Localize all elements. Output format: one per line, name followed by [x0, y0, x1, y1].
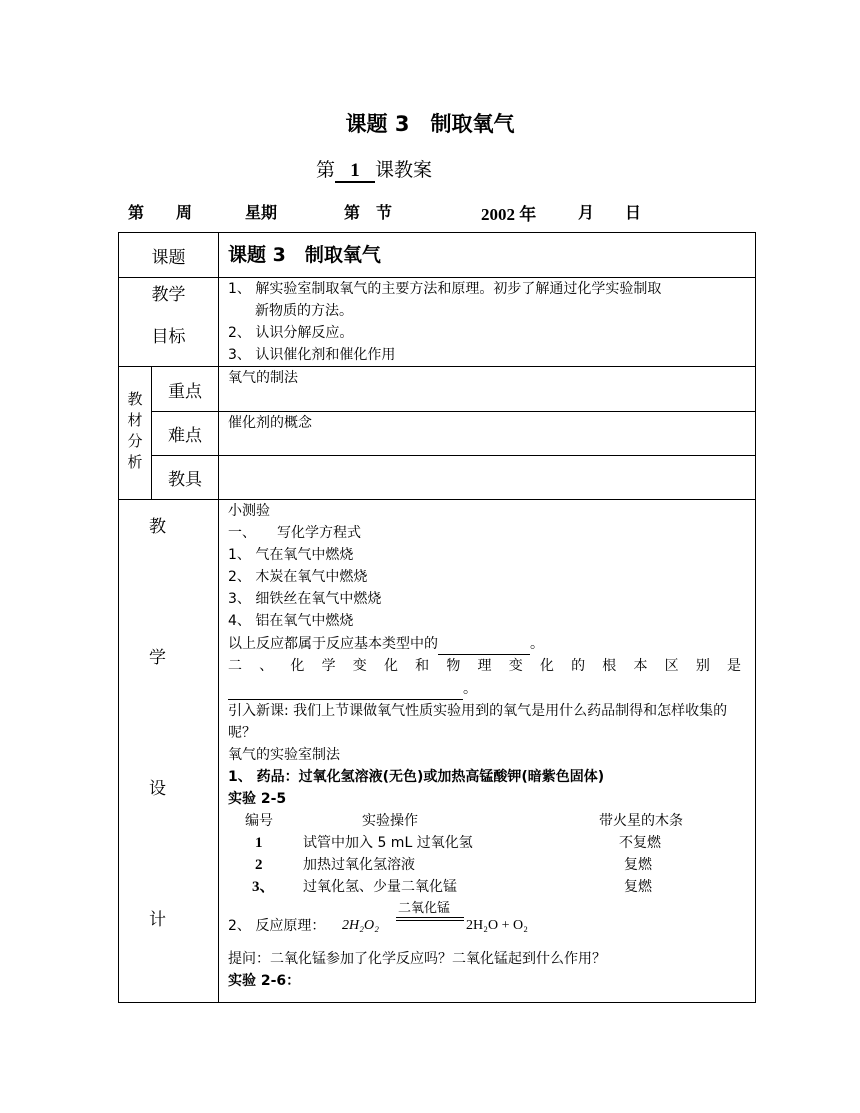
question-1-tail — [228, 632, 755, 655]
question-1-tail-text: 以上反应都属于反应基本类型中的 — [228, 636, 438, 652]
question-2-blank-line — [228, 677, 755, 700]
q2-char: 变 — [508, 658, 523, 674]
lesson-plan-table — [118, 232, 756, 1003]
goal-item: 新物质的方法。 — [255, 303, 353, 319]
analysis-char: 教 — [127, 390, 143, 408]
lesson-prefix: 第 — [316, 159, 336, 181]
question-1-item: 4、 铝在氧气中燃烧 — [228, 613, 354, 629]
exp-result: 复燃 — [624, 857, 652, 873]
goals-label — [119, 278, 219, 367]
q2-char: 变 — [352, 658, 367, 674]
exp-number: 3、 — [252, 879, 275, 895]
lesson-number: 1 — [335, 161, 375, 183]
analysis-label — [119, 367, 152, 500]
answer-blank — [438, 632, 530, 655]
exp-operation: 试管中加入 5 mL 过氧化氢 — [303, 835, 473, 851]
q2-char: 和 — [415, 658, 430, 674]
lesson-number-line — [316, 155, 432, 183]
difficulty-label: 难点 — [152, 412, 219, 456]
exp-result: 复燃 — [624, 879, 652, 895]
goal-item: 1、 解实验室制取氧气的主要方法和原理。初步了解通过化学实验制取 — [228, 281, 662, 297]
section-field: 第 节 — [344, 203, 393, 222]
document-title: 课题 3 制取氧气 — [345, 112, 515, 136]
experiment-row — [228, 876, 755, 898]
exp-number: 2 — [255, 857, 263, 873]
equation-reactant: 2H₂O₂ — [342, 918, 379, 933]
exp-col-number: 编号 — [245, 813, 273, 829]
q2-char: 学 — [321, 658, 336, 674]
q2-char: 化 — [539, 658, 554, 674]
exp-number: 1 — [255, 835, 263, 851]
drugs-line: 1、 药品：过氧化氢溶液(无色)或加热高锰酸钾(暗紫色固体) — [228, 769, 605, 785]
exp-col-operation: 实验操作 — [362, 813, 418, 829]
q2-char: 、 — [259, 658, 274, 674]
difficulty-value: 催化剂的概念 — [219, 412, 756, 456]
q2-char: 本 — [633, 658, 648, 674]
design-char: 计 — [149, 910, 166, 930]
question-1-end: 。 — [530, 636, 544, 652]
key-point-label: 重点 — [152, 367, 219, 412]
analysis-char: 析 — [127, 453, 143, 471]
goal-item: 3、 认识催化剂和催化作用 — [228, 347, 396, 363]
q2-char: 别 — [695, 658, 710, 674]
experiment-2-5-heading: 实验 2-5 — [228, 791, 287, 807]
design-char: 教 — [149, 517, 166, 537]
intro-text: 引入新课: 我们上节课做氧气性质实验用到的氧气是用什么药品制得和怎样收集的呢？ — [228, 703, 728, 741]
reaction-equation — [228, 898, 755, 942]
design-content — [219, 500, 756, 1003]
design-char: 学 — [149, 648, 166, 668]
year-field: 2002 年 — [481, 205, 537, 224]
tools-label: 教具 — [152, 456, 219, 500]
q2-char: 二 — [228, 658, 242, 674]
analysis-char: 分 — [127, 432, 143, 450]
question-1-item: 2、 木炭在氧气中燃烧 — [228, 569, 368, 585]
experiment-2-6-heading: 实验 2-6： — [228, 973, 301, 989]
day-field: 日 — [625, 203, 642, 222]
topic-value: 课题 3 制取氧气 — [219, 233, 756, 278]
experiment-row — [228, 832, 755, 854]
quiz-heading: 小测验 — [228, 503, 270, 519]
design-label — [119, 500, 219, 1003]
exp-result: 不复燃 — [619, 835, 661, 851]
q2-char: 理 — [477, 658, 492, 674]
q2-char: 的 — [571, 658, 586, 674]
tools-value — [219, 456, 756, 500]
method-heading: 氧气的实验室制法 — [228, 747, 340, 763]
design-char: 设 — [149, 779, 166, 799]
experiment-row — [228, 854, 755, 876]
question-1-title: 一、 写化学方程式 — [228, 525, 361, 541]
question-1-item: 1、 气在氧气中燃烧 — [228, 547, 354, 563]
q2-char: 区 — [664, 658, 679, 674]
goals-label-line1: 教学 — [151, 285, 186, 305]
equation-products: 2H₂O + O₂ — [466, 918, 528, 933]
exp-col-result: 带火星的木条 — [599, 813, 683, 829]
question-2-line — [228, 655, 741, 677]
q2-char: 化 — [290, 658, 305, 674]
equation-equals-sign — [396, 917, 464, 921]
key-point-value: 氧气的制法 — [219, 367, 756, 412]
question-1-item: 3、 细铁丝在氧气中燃烧 — [228, 591, 382, 607]
goals-content — [219, 278, 756, 367]
principle-label: 2、 反应原理： — [228, 918, 326, 934]
experiment-header-row — [228, 810, 755, 832]
topic-label: 课题 — [119, 233, 219, 278]
exp-operation: 加热过氧化氢溶液 — [303, 857, 415, 873]
exp-operation: 过氧化氢、少量二氧化锰 — [303, 879, 457, 895]
question-text: 提问：二氧化锰参加了化学反应吗？二氧化锰起到什么作用？ — [228, 951, 606, 967]
date-line — [0, 200, 860, 224]
goals-label-line2: 目标 — [151, 327, 186, 347]
q2-char: 物 — [446, 658, 461, 674]
q2-char: 是 — [727, 658, 741, 674]
answer-blank — [228, 677, 463, 700]
goal-item: 2、 认识分解反应。 — [228, 325, 354, 341]
month-field: 月 — [578, 203, 595, 222]
weekday-field: 星期 — [245, 203, 278, 222]
lesson-suffix: 课教案 — [375, 159, 433, 181]
equation-catalyst: 二氧化锰 — [398, 901, 451, 916]
week-field: 第 周 — [128, 203, 193, 222]
analysis-char: 材 — [127, 411, 143, 429]
question-2-end: 。 — [463, 681, 477, 697]
q2-char: 化 — [383, 658, 398, 674]
q2-char: 根 — [602, 658, 617, 674]
